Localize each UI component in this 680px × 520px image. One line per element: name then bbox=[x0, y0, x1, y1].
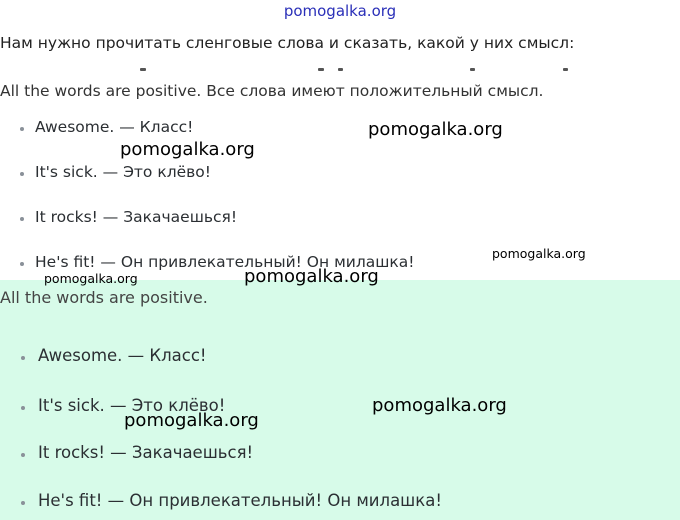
watermark: pomogalka.org bbox=[124, 410, 259, 431]
cropped-text-line bbox=[140, 68, 580, 74]
bullet-icon bbox=[21, 453, 25, 457]
bullet-icon bbox=[20, 172, 24, 176]
list-item-text: It's sick. — Это клёво! bbox=[35, 163, 211, 181]
watermark: pomogalka.org bbox=[44, 271, 138, 286]
watermark: pomogalka.org bbox=[368, 119, 503, 140]
list-item-text: He's fit! — Он привлекательный! Он милашка! bbox=[38, 491, 442, 510]
watermark: pomogalka.org bbox=[492, 246, 586, 261]
answer-text-bottom: All the words are positive. bbox=[0, 288, 208, 307]
list-item-text: It rocks! — Закачаешься! bbox=[35, 208, 238, 226]
list-item-text: It's sick. — Это клёво! bbox=[38, 396, 226, 415]
list-item-text: Awesome. — Класс! bbox=[35, 118, 194, 136]
watermark: pomogalka.org bbox=[120, 139, 255, 160]
watermark: pomogalka.org bbox=[372, 395, 507, 416]
bullet-icon bbox=[20, 127, 24, 131]
intro-text: Нам нужно прочитать сленговые слова и сказать, какой у них смысл: bbox=[0, 34, 575, 52]
bullet-icon bbox=[21, 356, 25, 360]
list-item-text: It rocks! — Закачаешься! bbox=[38, 443, 254, 462]
list-item-text: Awesome. — Класс! bbox=[38, 346, 207, 365]
bullet-icon bbox=[20, 262, 24, 266]
list-item-text: He's fit! — Он привлекательный! Он милашка! bbox=[35, 253, 415, 271]
bullet-icon bbox=[20, 217, 24, 221]
site-title[interactable]: pomogalka.org bbox=[283, 2, 397, 20]
bullet-icon bbox=[21, 501, 25, 505]
bullet-icon bbox=[21, 406, 25, 410]
answer-text-top: All the words are positive. Все слова имеют положительный смысл. bbox=[0, 82, 544, 100]
watermark: pomogalka.org bbox=[244, 266, 379, 287]
